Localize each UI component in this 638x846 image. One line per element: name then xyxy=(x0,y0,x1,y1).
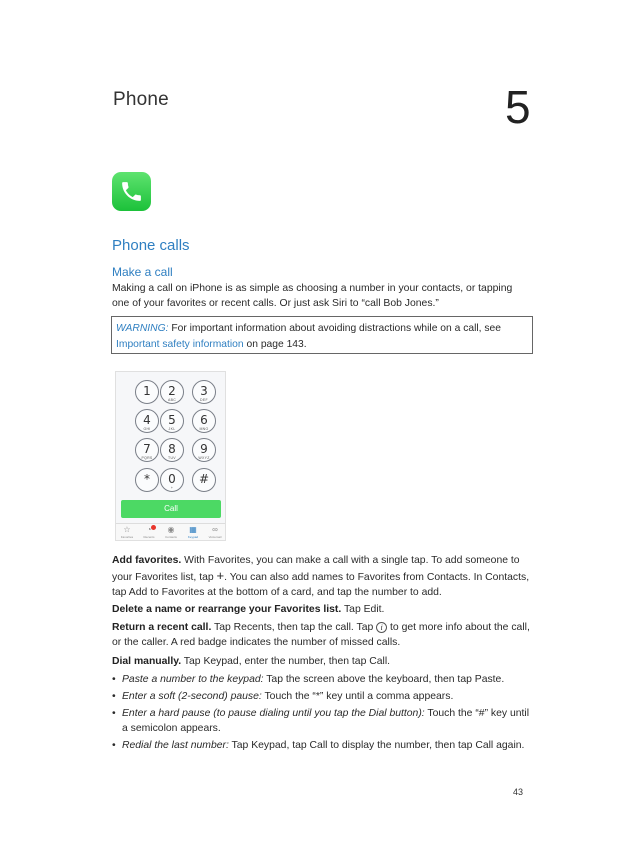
favorites-lead: Add favorites. xyxy=(112,555,182,566)
call-button[interactable]: Call xyxy=(121,500,221,518)
key-letters: GHI xyxy=(143,427,151,431)
recent-lead: Return a recent call. xyxy=(112,622,212,633)
tab-favorites[interactable] xyxy=(116,525,138,539)
keypad-key[interactable] xyxy=(192,409,216,433)
key-digit: 0 xyxy=(168,472,176,486)
favorites-paragraph xyxy=(112,553,532,600)
key-digit: 3 xyxy=(200,384,208,398)
key-digit: 6 xyxy=(200,413,208,427)
make-call-paragraph: Making a call on iPhone is as simple as choosing a number in your contacts, or tapping one of your favorites or recent calls. Or just ask Siri to “call Bob Jones.” xyxy=(112,283,513,309)
keypad-key[interactable] xyxy=(135,409,159,433)
recent-text-end: to get more info about the call, or the caller. A red badge indicates the number of missed calls. xyxy=(112,622,530,648)
tab-label: Favorites xyxy=(120,535,134,539)
key-letters: MNO xyxy=(199,427,209,431)
tab-label: Voicemail xyxy=(208,535,222,539)
key-letters: ABC xyxy=(167,398,177,402)
tab-label: Contacts xyxy=(165,535,177,539)
keypad-key[interactable] xyxy=(135,438,159,462)
tab-label: Keypad xyxy=(187,535,199,539)
tab-recents[interactable] xyxy=(138,525,160,539)
bullet-item xyxy=(112,738,532,753)
key-digit: 1 xyxy=(143,384,151,398)
safety-info-link[interactable]: Important safety information xyxy=(116,339,244,350)
tab-voicemail[interactable] xyxy=(204,525,226,539)
keypad-key[interactable] xyxy=(160,380,184,404)
warning-text: For important information about avoiding distractions while on a call, see xyxy=(168,323,501,334)
bullet-text: Touch the “#” key until a semicolon appears. xyxy=(122,708,530,734)
clock-icon: ◔ xyxy=(146,525,152,534)
warning-box xyxy=(111,316,533,354)
section-heading: Phone calls xyxy=(112,237,190,254)
keypad-key[interactable] xyxy=(160,438,184,462)
voicemail-icon: ∞ xyxy=(212,525,218,534)
key-digit: 8 xyxy=(168,442,176,456)
key-digit: 5 xyxy=(168,413,176,427)
key-letters: JKL xyxy=(168,427,176,431)
keypad-key[interactable] xyxy=(135,468,159,492)
key-digit: # xyxy=(198,472,210,486)
bullet-item xyxy=(112,689,532,704)
bullet-text: Touch the “*” key until a comma appears. xyxy=(261,691,454,702)
key-digit: 7 xyxy=(143,442,151,456)
info-icon: i xyxy=(376,622,387,633)
key-digit: 9 xyxy=(200,442,208,456)
tab-contacts[interactable] xyxy=(160,525,182,539)
bullet-text: Tap Keypad, tap Call to display the number, then tap Call again. xyxy=(228,740,525,751)
bullet-lead: Redial the last number: xyxy=(122,740,229,751)
contacts-icon: ◉ xyxy=(167,525,175,534)
favorites-text: With Favorites, you can make a call with a single tap. To add someone to your Favorites list, tap xyxy=(112,555,520,583)
keypad-key[interactable] xyxy=(192,438,216,462)
keypad-screenshot xyxy=(115,371,226,541)
tab-keypad[interactable] xyxy=(182,525,204,539)
delete-paragraph xyxy=(112,602,532,617)
keypad-key[interactable] xyxy=(192,468,216,492)
dial-text: Tap Keypad, enter the number, then tap Call. xyxy=(181,656,391,667)
key-digit: * xyxy=(144,472,150,486)
warning-label: WARNING: xyxy=(116,323,169,334)
key-letters: DEF xyxy=(200,398,208,402)
recent-text: Tap Recents, then tap the call. Tap xyxy=(211,622,377,633)
tab-bar xyxy=(116,523,226,541)
star-icon: ☆ xyxy=(123,525,131,534)
bullet-item xyxy=(112,706,532,736)
plus-icon: + xyxy=(216,568,225,583)
favorites-text-end: . You can also add names to Favorites from Contacts. In Contacts, tap Add to Favorites at the bottom of a card, and tap the number to add. xyxy=(112,572,530,598)
subsection-heading: Make a call xyxy=(112,265,173,279)
bullet-item xyxy=(112,672,532,687)
key-digit: 2 xyxy=(168,384,176,398)
chapter-title: Phone xyxy=(113,89,169,110)
bullet-lead: Enter a hard pause (to pause dialing until you tap the Dial button): xyxy=(122,708,425,719)
key-digit: 4 xyxy=(143,413,151,427)
keypad-key[interactable] xyxy=(160,468,184,492)
missed-call-badge xyxy=(151,525,156,530)
phone-app-icon xyxy=(112,172,151,211)
delete-lead: Delete a name or rearrange your Favorites list. xyxy=(112,604,342,615)
keypad-key[interactable] xyxy=(192,380,216,404)
key-letters: PQRS xyxy=(141,456,153,460)
page-number: 43 xyxy=(513,787,524,797)
keypad-key[interactable] xyxy=(135,380,159,404)
tab-label: Recents xyxy=(143,535,155,539)
bullet-text: Tap the screen above the keyboard, then tap Paste. xyxy=(263,674,505,685)
chapter-number: 5 xyxy=(505,81,531,133)
key-letters: + xyxy=(170,486,174,490)
delete-text: Tap Edit. xyxy=(341,604,385,615)
recent-paragraph xyxy=(112,620,532,650)
bullet-lead: Enter a soft (2-second) pause: xyxy=(122,691,262,702)
bullet-lead: Paste a number to the keypad: xyxy=(122,674,264,685)
dial-paragraph xyxy=(112,654,532,669)
key-letters: TUV xyxy=(168,456,176,460)
keypad-icon: ▦ xyxy=(189,525,197,534)
dial-lead: Dial manually. xyxy=(112,656,182,667)
keypad-key[interactable] xyxy=(160,409,184,433)
warning-text-end: on page 143. xyxy=(243,339,307,350)
key-letters: WXYZ xyxy=(198,456,210,460)
